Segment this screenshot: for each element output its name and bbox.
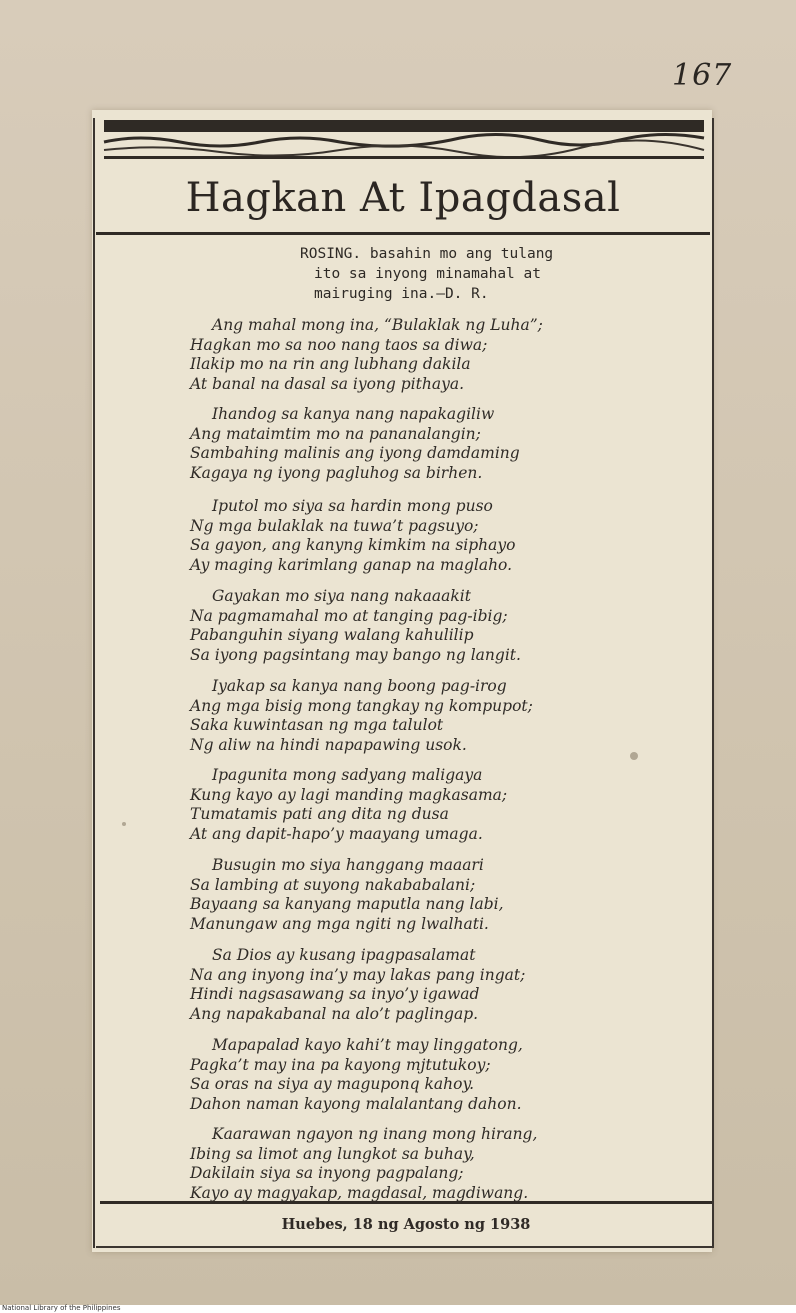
- dedication-line: ROSING. basahin mo ang tulang: [300, 246, 554, 262]
- verse-line: Kayo ay magyakap, magdasal, magdiwang.: [190, 1183, 529, 1202]
- ink-spot: [122, 822, 126, 826]
- verse-line: Saka kuwintasan ng mga talulot: [190, 716, 444, 734]
- verse-line: Ang mga bisig mong tangkay ng kompupot;: [190, 696, 533, 715]
- verse-line: Ng mga bulaklak na tuwa’t pagsuyo;: [190, 516, 479, 535]
- verse-line: Ang mahal mong ina, “Bulaklak ng Luha”;: [212, 316, 543, 334]
- stanza-8: [190, 946, 630, 1024]
- verse-line: Pagka’t may ina pa kayong mjtutukoy;: [190, 1055, 491, 1074]
- verse-line: Kung kayo ay lagi manding magkasama;: [190, 785, 508, 804]
- verse-line: Ihandog sa kanya nang napakagiliw: [212, 405, 495, 423]
- verse-line: Sa gayon, ang kanyng kimkim na siphayo: [190, 536, 516, 554]
- dedication-paragraph: [300, 244, 612, 304]
- verse-line: Sambahing malinis ang iyong damdaming: [190, 444, 520, 462]
- publication-date: Huebes, 18 ng Agosto ng 1938: [281, 1216, 531, 1233]
- stanza-7: [190, 856, 630, 934]
- stanza-6: [190, 766, 630, 844]
- stanza-4: [190, 587, 630, 665]
- clipping-border-left: [93, 118, 95, 1248]
- verse-line: Ibing sa limot ang lungkot sa buhay,: [190, 1144, 475, 1163]
- stanza-9: [190, 1036, 630, 1114]
- verse-line: Kaarawan ngayon ng inang mong hirang,: [212, 1125, 538, 1143]
- clipping-border-right: [712, 118, 714, 1248]
- verse-line: Na ang inyong ina’y may lakas pang ingat;: [190, 965, 526, 984]
- stanza-5: [190, 677, 630, 755]
- verse-line: Pabanguhin siyang walang kahulilip: [190, 626, 474, 644]
- stanza-1: [190, 316, 630, 394]
- verse-line: Tumatamis pati ang dita ng dusa: [190, 805, 449, 823]
- verse-line: Dahon naman kayong malalantang dahon.: [190, 1094, 522, 1113]
- library-credit: National Library of the Philippines: [2, 1304, 121, 1312]
- verse-line: Kagaya ng iyong pagluhog sa birhen.: [190, 463, 483, 482]
- poem-title: Hagkan At Ipagdasal: [185, 175, 621, 221]
- verse-line: Ng aliw na hindi napapawing usok.: [190, 735, 467, 754]
- verse-line: Busugin mo siya hanggang maaari: [212, 856, 484, 874]
- verse-line: Sa Dios ay kusang ipagpasalamat: [212, 946, 476, 964]
- verse-line: Hindi nagsasawang sa inyo’y igawad: [190, 985, 480, 1003]
- verse-line: Ipagunita mong sadyang maligaya: [212, 766, 483, 784]
- verse-line: Gayakan mo siya nang nakaaakit: [212, 587, 471, 605]
- stanza-10: [190, 1125, 630, 1203]
- verse-line: Iyakap sa kanya nang boong pag-irog: [212, 677, 507, 695]
- verse-line: Mapapalad kayo kahi’t may linggatong,: [212, 1036, 523, 1054]
- clipping-bottom-border: [96, 1246, 712, 1248]
- ink-spot: [630, 752, 638, 760]
- dedication-line: ito sa inyong minamahal at: [314, 266, 541, 282]
- dedication-line: mairuging ina.—D. R.: [314, 286, 489, 302]
- verse-line: Manungaw ang mga ngiti ng lwalhati.: [190, 914, 489, 933]
- stanza-2: [190, 405, 630, 483]
- verse-line: Sa lambing at suyong nakababalani;: [190, 875, 476, 894]
- verse-line: Iputol mo siya sa hardin mong puso: [212, 497, 493, 515]
- verse-line: At banal na dasal sa iyong pithaya.: [190, 374, 464, 393]
- footer-rule: [100, 1201, 712, 1204]
- stanza-3: [190, 497, 630, 575]
- verse-line: Bayaang sa kanyang maputla nang labi,: [190, 895, 504, 913]
- verse-line: Na pagmamahal mo at tanging pag-ibig;: [190, 606, 508, 625]
- title-rule: [96, 232, 710, 235]
- verse-line: Sa oras na siya ay maguponq kahoy.: [190, 1075, 475, 1093]
- verse-line: Hagkan mo sa noo nang taos sa diwa;: [190, 335, 488, 354]
- verse-line: Ay maging karimlang ganap na maglaho.: [190, 555, 513, 574]
- verse-line: Sa iyong pagsintang may bango ng langit.: [190, 645, 521, 664]
- page-number: 167: [672, 58, 733, 93]
- verse-line: Ilakip mo na rin ang lubhang dakila: [190, 355, 471, 373]
- wavy-header-ornament: [100, 112, 708, 162]
- verse-line: Dakilain siya sa inyong pagpalang;: [190, 1164, 464, 1182]
- verse-line: At ang dapit-hapo’y maayang umaga.: [190, 824, 483, 843]
- verse-line: Ang mataimtim mo na pananalangin;: [190, 424, 481, 443]
- verse-line: Ang napakabanal na alo’t paglingap.: [190, 1004, 479, 1023]
